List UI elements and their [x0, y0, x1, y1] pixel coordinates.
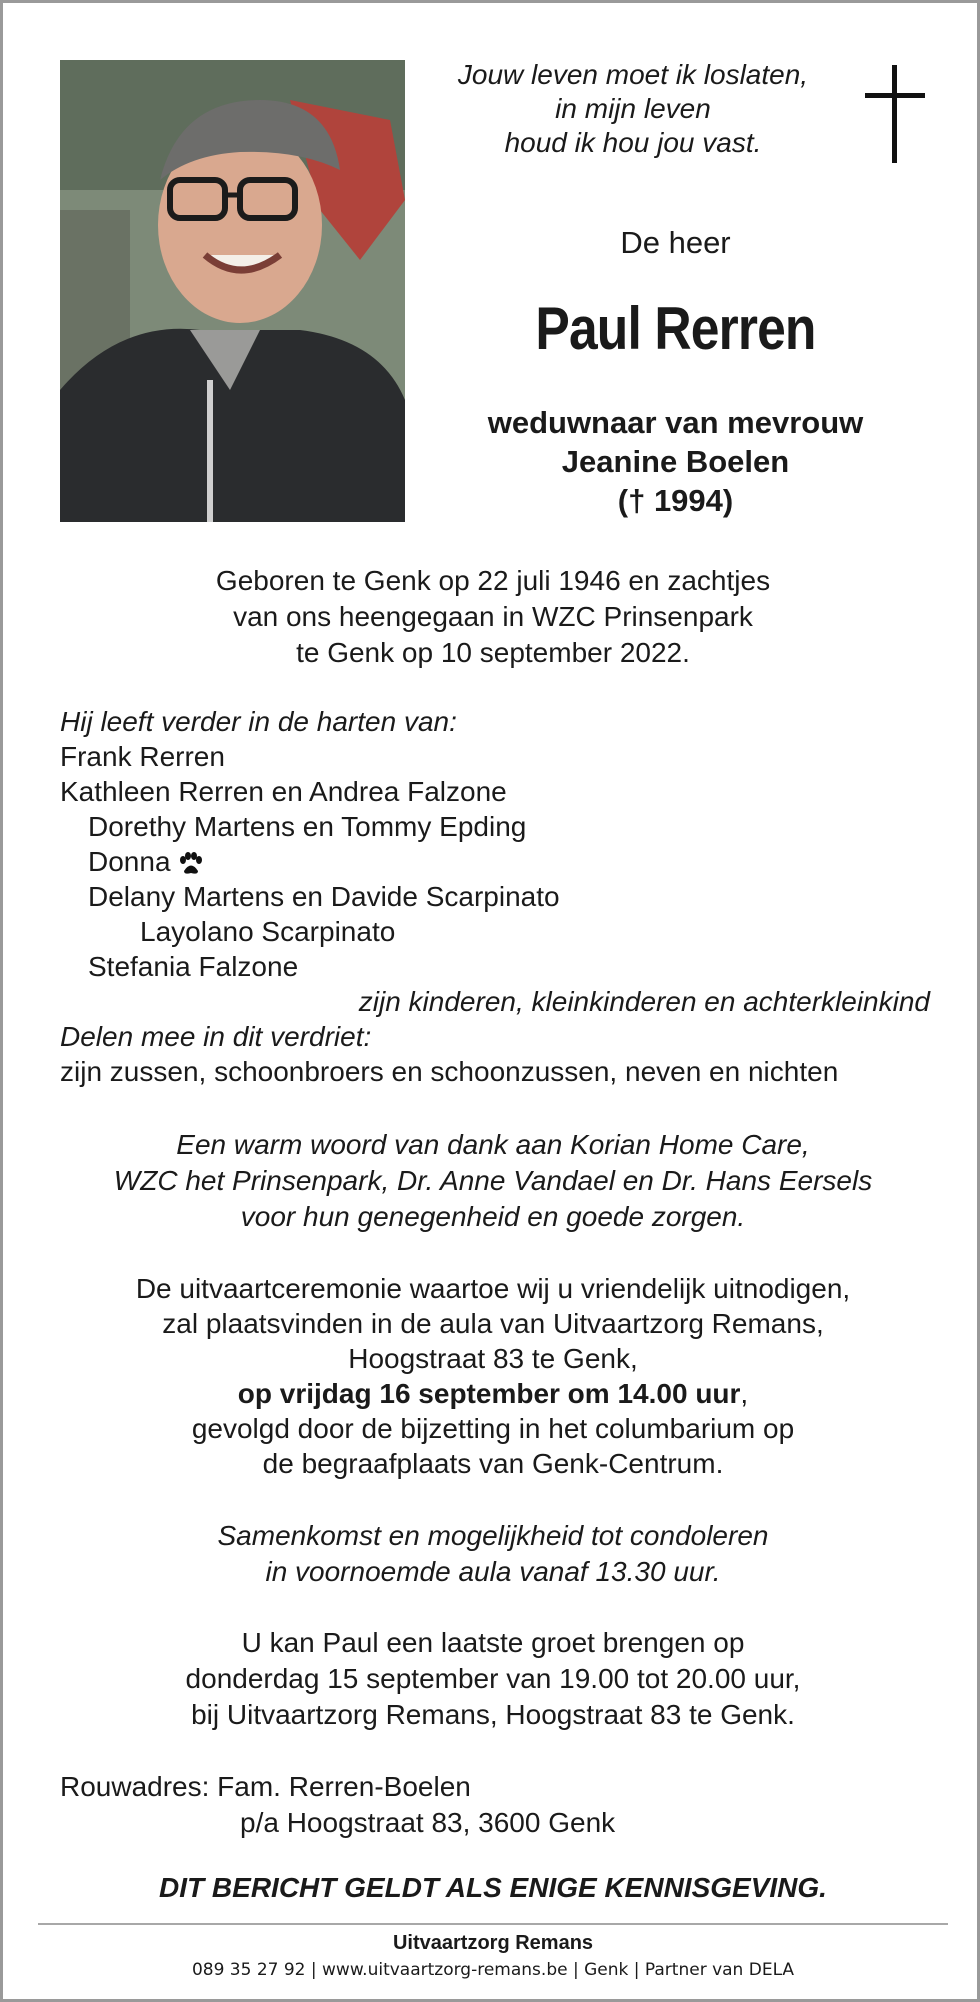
- poem-line: in mijn leven: [555, 93, 711, 124]
- visit-info: [43, 1625, 943, 1733]
- survivor-name: Donna: [88, 846, 171, 877]
- mourning-address: [60, 1769, 760, 1841]
- survivor-donna: [60, 844, 930, 879]
- text-line: van ons heengegaan in WZC Prinsenpark: [233, 601, 753, 632]
- text-line: zal plaatsvinden in de aula van Uitvaartzorg Remans,: [162, 1308, 824, 1339]
- text-line: voor hun genegenheid en goede zorgen.: [240, 1201, 746, 1232]
- ceremony-date: op vrijdag 16 september om 14.00 uur: [237, 1378, 741, 1409]
- survivors-list: [60, 704, 930, 1089]
- deceased-name: Paul Rerren: [535, 295, 816, 362]
- text-line: Een warm woord van dank aan Korian Home Care,: [176, 1129, 810, 1160]
- survivor: Dorethy Martens en Tommy Epding: [88, 811, 527, 842]
- survivor: Frank Rerren: [60, 741, 225, 772]
- text-line: De uitvaartceremonie waartoe wij u vriendelijk uitnodigen,: [135, 1273, 851, 1304]
- gathering-info: [43, 1518, 943, 1590]
- text-line: in voornoemde aula vanaf 13.30 uur.: [265, 1556, 721, 1587]
- share-intro: Delen mee in dit verdriet:: [60, 1021, 372, 1052]
- funeral-home-contact: 089 35 27 92 | www.uitvaartzorg-remans.be | Genk | Partner van DELA: [191, 1960, 795, 1980]
- ceremony-info: [43, 1271, 943, 1481]
- survivor: Layolano Scarpinato: [140, 916, 396, 947]
- share-text: zijn zussen, schoonbroers en schoonzussen, neven en nichten: [60, 1056, 839, 1087]
- text-line: bij Uitvaartzorg Remans, Hoogstraat 83 te Genk.: [191, 1699, 795, 1730]
- ceremony-date-line: [43, 1376, 943, 1411]
- birth-death-info: [43, 563, 943, 671]
- survivor: Delany Martens en Davide Scarpinato: [88, 881, 560, 912]
- widower-line: weduwnaar van mevrouw: [487, 405, 864, 440]
- text-line: WZC het Prinsenpark, Dr. Anne Vandael en Dr. Hans Eersels: [113, 1165, 873, 1196]
- spouse-death-year: († 1994): [617, 483, 734, 518]
- cross-icon: [865, 65, 925, 163]
- text-line: Geboren te Genk op 22 juli 1946 en zachtjes: [215, 565, 771, 596]
- text-line: Samenkomst en mogelijkheid tot condoleren: [217, 1520, 769, 1551]
- text-line: de begraafplaats van Genk-Centrum.: [262, 1448, 724, 1479]
- divider: [38, 1923, 948, 1925]
- address-line: Rouwadres: Fam. Rerren-Boelen: [60, 1771, 471, 1802]
- address-line: p/a Hoogstraat 83, 3600 Genk: [240, 1807, 616, 1838]
- relation-line: zijn kinderen, kleinkinderen en achterkleinkind: [358, 986, 930, 1017]
- text-line: donderdag 15 september van 19.00 tot 20.00 uur,: [185, 1663, 801, 1694]
- thanks-text: [43, 1127, 943, 1235]
- portrait-photo: [60, 60, 405, 522]
- text-line: Hoogstraat 83 te Genk,: [348, 1343, 638, 1374]
- comma: ,: [740, 1378, 749, 1409]
- widower-info: [423, 403, 928, 520]
- salutation: De heer: [620, 225, 731, 260]
- spouse-name: Jeanine Boelen: [561, 444, 790, 479]
- paw-icon: [177, 852, 203, 876]
- poem: [423, 58, 843, 160]
- survivor: Kathleen Rerren en Andrea Falzone: [60, 776, 507, 807]
- text-line: te Genk op 10 september 2022.: [296, 637, 690, 668]
- survivor: Stefania Falzone: [88, 951, 299, 982]
- poem-line: Jouw leven moet ik loslaten,: [457, 59, 809, 90]
- text-line: gevolgd door de bijzetting in het columbarium op: [191, 1413, 795, 1444]
- funeral-home-name: Uitvaartzorg Remans: [392, 1932, 594, 1954]
- text-line: U kan Paul een laatste groet brengen op: [241, 1627, 745, 1658]
- poem-line: houd ik hou jou vast.: [504, 127, 762, 158]
- notice: DIT BERICHT GELDT ALS ENIGE KENNISGEVING.: [159, 1872, 827, 1903]
- survivors-intro: Hij leeft verder in de harten van:: [60, 706, 457, 737]
